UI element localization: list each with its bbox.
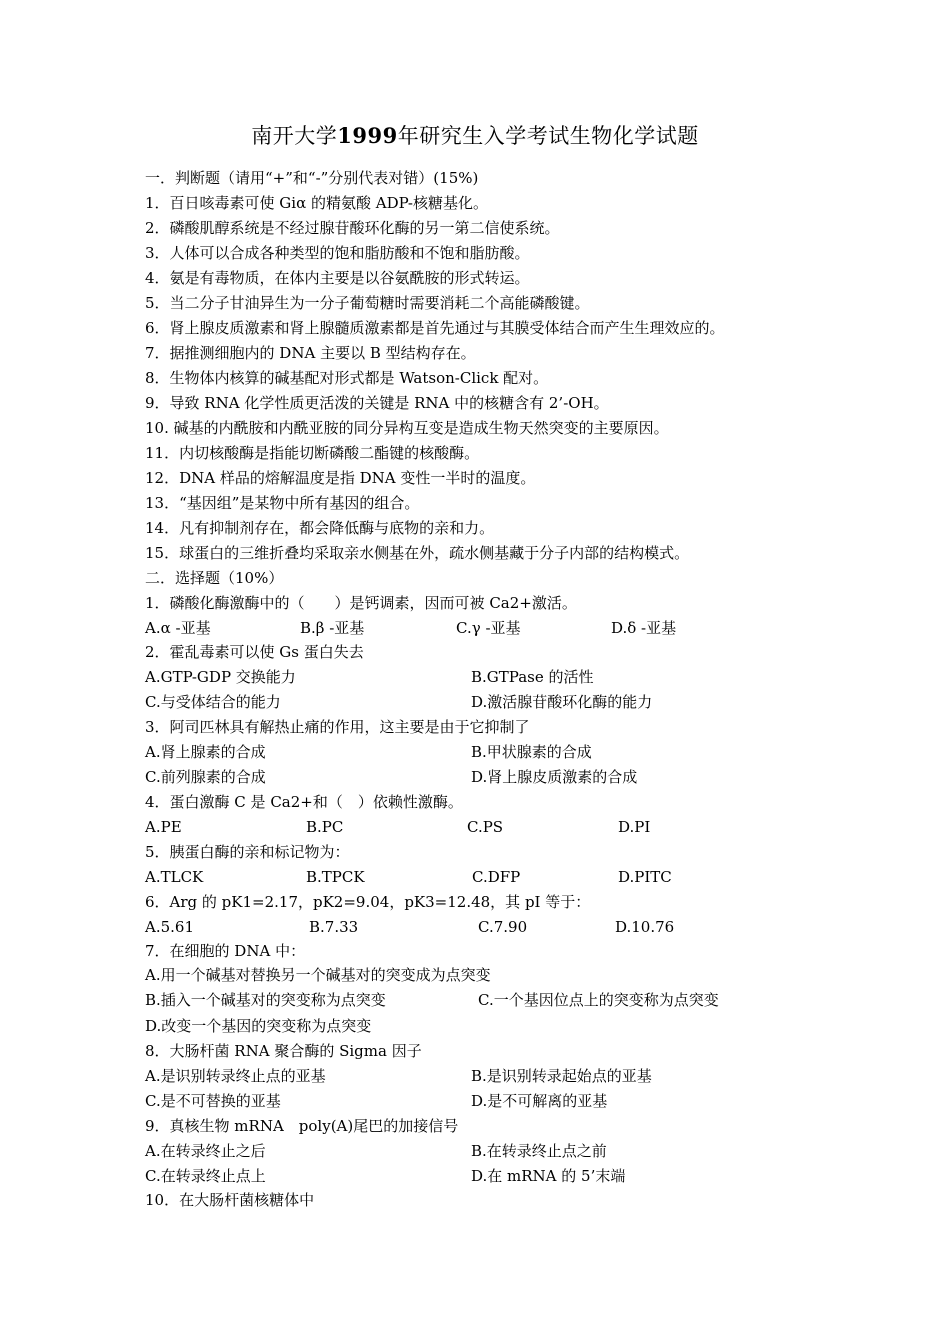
q6-option-a: A.5.61 — [145, 918, 194, 936]
q9-stem: 9．真核生物 mRNA poly(A)尾巴的加接信号 — [145, 1117, 459, 1135]
q6-option-d: D.10.76 — [615, 918, 675, 936]
q8-option-c: C.是不可替换的亚基 — [145, 1092, 281, 1110]
q7-option-d: D.改变一个基因的突变称为点突变 — [145, 1017, 372, 1035]
q6-option-b: B.7.33 — [309, 918, 359, 936]
title-suffix: 年研究生入学考试生物化学试题 — [397, 124, 699, 148]
tf-item-13: 13．“基因组”是某物中所有基因的组合。 — [145, 494, 420, 512]
tf-item-2: 2．磷酸肌醇系统是不经过腺苷酸环化酶的另一第二信使系统。 — [145, 219, 560, 237]
q8-option-a: A.是识别转录终止点的亚基 — [145, 1067, 326, 1085]
q7-option-a: A.用一个碱基对替换另一个碱基对的突变成为点突变 — [145, 966, 491, 984]
q2-option-a: A.GTP-GDP 交换能力 — [145, 668, 296, 686]
q9-option-c: C.在转录终止点上 — [145, 1167, 266, 1185]
q5-option-b: B.TPCK — [306, 868, 365, 886]
title-prefix: 南开大学 — [251, 124, 338, 148]
tf-item-14: 14．凡有抑制剂存在，都会降低酶与底物的亲和力。 — [145, 519, 495, 537]
q2-option-c: C.与受体结合的能力 — [145, 693, 281, 711]
tf-item-10: 10. 碱基的内酰胺和内酰亚胺的同分异构互变是造成生物天然突变的主要原因。 — [145, 419, 669, 437]
tf-item-1: 1．百日咳毒素可使 Giα 的精氨酸 ADP-核糖基化。 — [145, 194, 488, 212]
q6-option-c: C.7.90 — [478, 918, 528, 936]
q5-option-a: A.TLCK — [145, 868, 204, 886]
q3-option-a: A.肾上腺素的合成 — [145, 743, 266, 761]
q7-option-b: B.插入一个碱基对的突变称为点突变 — [145, 991, 386, 1009]
q4-option-d: D.PI — [618, 818, 651, 836]
q8-stem: 8．大肠杆菌 RNA 聚合酶的 Sigma 因子 — [145, 1042, 422, 1060]
q3-stem: 3．阿司匹林具有解热止痛的作用，这主要是由于它抑制了 — [145, 718, 530, 736]
q8-option-b: B.是识别转录起始点的亚基 — [471, 1067, 652, 1085]
tf-item-5: 5．当二分子甘油异生为一分子葡萄糖时需要消耗二个高能磷酸键。 — [145, 294, 590, 312]
q9-option-d: D.在 mRNA 的 5’末端 — [471, 1167, 626, 1185]
q5-option-d: D.PITC — [618, 868, 672, 886]
q8-option-d: D.是不可解离的亚基 — [471, 1092, 608, 1110]
section2-heading: 二．选择题（10%） — [145, 569, 284, 587]
title-year: 1999 — [337, 123, 398, 148]
q1-option-d: D.δ -亚基 — [611, 619, 677, 637]
q2-option-d: D.激活腺苷酸环化酶的能力 — [471, 693, 653, 711]
page-title — [0, 120, 950, 150]
q4-option-c: C.PS — [467, 818, 504, 836]
tf-item-11: 11．内切核酸酶是指能切断磷酸二酯键的核酸酶。 — [145, 444, 480, 462]
tf-item-9: 9．导致 RNA 化学性质更活泼的关键是 RNA 中的核糖含有 2’-OH。 — [145, 394, 609, 412]
q1-option-a: A.α -亚基 — [145, 619, 211, 637]
tf-item-4: 4．氨是有毒物质，在体内主要是以谷氨酰胺的形式转运。 — [145, 269, 530, 287]
tf-item-6: 6．肾上腺皮质激素和肾上腺髓质激素都是首先通过与其膜受体结合而产生生理效应的。 — [145, 319, 725, 337]
q7-option-c: C.一个基因位点上的突变称为点突变 — [478, 991, 719, 1009]
tf-item-8: 8．生物体内核算的碱基配对形式都是 Watson-Click 配对。 — [145, 369, 549, 387]
tf-item-3: 3．人体可以合成各种类型的饱和脂肪酸和不饱和脂肪酸。 — [145, 244, 530, 262]
q9-option-b: B.在转录终止点之前 — [471, 1142, 607, 1160]
q3-option-c: C.前列腺素的合成 — [145, 768, 266, 786]
q1-option-b: B.β -亚基 — [300, 619, 365, 637]
q4-option-a: A.PE — [145, 818, 182, 836]
q3-option-d: D.肾上腺皮质激素的合成 — [471, 768, 638, 786]
q5-stem: 5．胰蛋白酶的亲和标记物为： — [145, 843, 350, 861]
q9-option-a: A.在转录终止之后 — [145, 1142, 266, 1160]
tf-item-15: 15．球蛋白的三维折叠均采取亲水侧基在外，疏水侧基藏于分子内部的结构模式。 — [145, 544, 690, 562]
tf-item-7: 7．据推测细胞内的 DNA 主要以 B 型结构存在。 — [145, 344, 476, 362]
q7-stem: 7．在细胞的 DNA 中： — [145, 942, 306, 960]
q3-option-b: B.甲状腺素的合成 — [471, 743, 592, 761]
q6-stem: 6．Arg 的 pK1=2.17，pK2=9.04，pK3=12.48，其 pI 等于： — [145, 893, 591, 911]
section1-heading: 一．判断题（请用“+”和“-”分别代表对错）(15%) — [145, 169, 479, 187]
q1-option-c: C.γ -亚基 — [456, 619, 521, 637]
q2-stem: 2．霍乱毒素可以使 Gs 蛋白失去 — [145, 643, 364, 661]
q1-stem: 1．磷酸化酶激酶中的（ ）是钙调素，因而可被 Ca2+激活。 — [145, 594, 577, 612]
q10-stem: 10．在大肠杆菌核糖体中 — [145, 1191, 315, 1209]
q4-stem: 4．蛋白激酶 C 是 Ca2+和（ ）依赖性激酶。 — [145, 793, 463, 811]
q2-option-b: B.GTPase 的活性 — [471, 668, 594, 686]
tf-item-12: 12．DNA 样品的熔解温度是指 DNA 变性一半时的温度。 — [145, 469, 536, 487]
q5-option-c: C.DFP — [472, 868, 521, 886]
q4-option-b: B.PC — [306, 818, 344, 836]
